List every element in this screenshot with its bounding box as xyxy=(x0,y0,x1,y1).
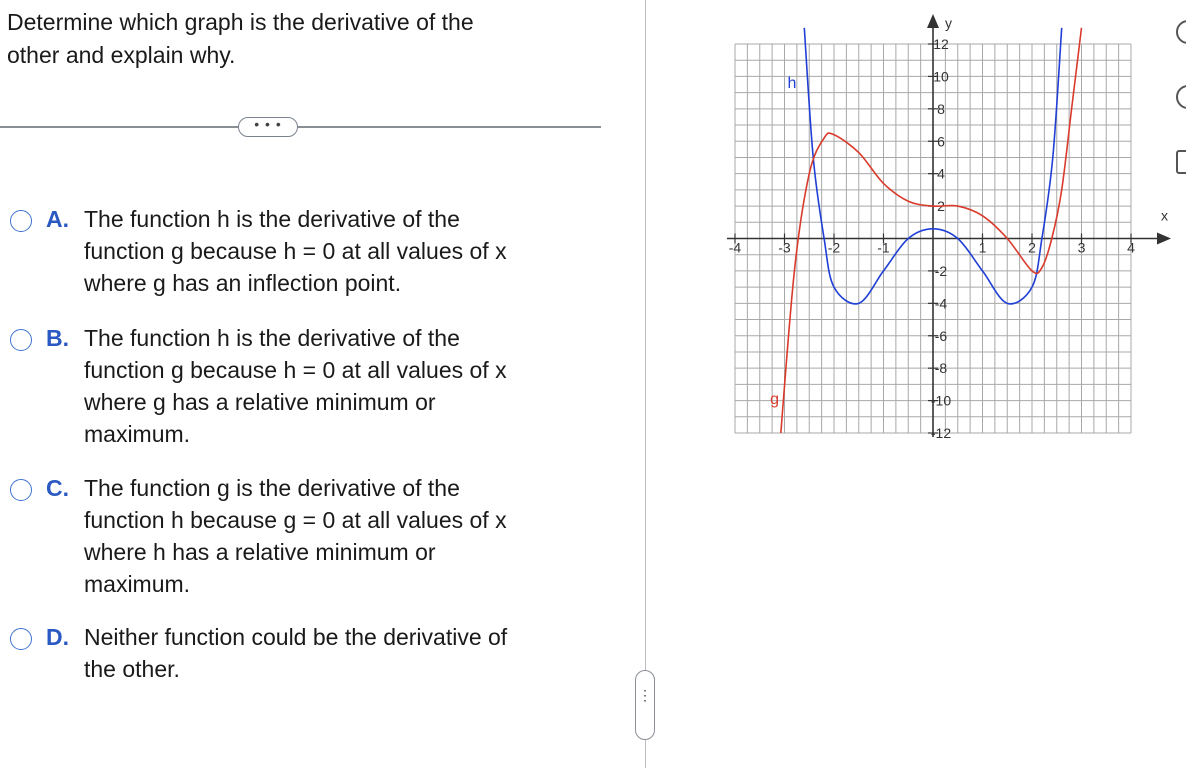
side-control-bottom[interactable] xyxy=(1176,150,1186,174)
x-tick-label: -3 xyxy=(778,239,791,256)
question-line: Determine which graph is the derivative of the xyxy=(7,9,474,35)
option-line: function h because g = 0 at all values of x xyxy=(84,507,507,533)
option-a[interactable] xyxy=(10,203,600,299)
option-letter: D. xyxy=(46,624,69,650)
more-options-button[interactable]: • • • xyxy=(238,117,298,137)
x-tick-label: 1 xyxy=(978,239,987,256)
y-tick-label: -6 xyxy=(934,327,948,344)
option-a-radio[interactable] xyxy=(10,210,32,232)
option-line: maximum. xyxy=(84,571,191,597)
y-tick-label: 10 xyxy=(933,68,949,85)
option-d[interactable] xyxy=(10,621,600,685)
y-tick-label: -12 xyxy=(930,425,952,440)
option-text xyxy=(84,472,574,600)
y-tick-label: -10 xyxy=(930,392,952,409)
curve-g xyxy=(780,28,1082,440)
option-c-radio[interactable] xyxy=(10,479,32,501)
y-tick-label: 4 xyxy=(937,165,945,182)
option-line: The function h is the derivative of the xyxy=(84,206,460,232)
option-line: where g has a relative minimum or xyxy=(84,389,436,415)
option-line: function g because h = 0 at all values of x xyxy=(84,357,507,383)
x-tick-label: -2 xyxy=(827,239,841,256)
x-axis-arrow xyxy=(1157,233,1171,245)
option-line: The function g is the derivative of the xyxy=(84,475,460,501)
x-tick-label: -4 xyxy=(728,239,742,256)
y-axis-label: y xyxy=(945,15,952,31)
x-tick-label: 4 xyxy=(1127,239,1135,256)
option-line: Neither function could be the derivative of xyxy=(84,624,508,650)
x-tick-label: 3 xyxy=(1077,239,1086,256)
option-d-radio[interactable] xyxy=(10,628,32,650)
y-tick-label: 8 xyxy=(937,100,945,117)
x-tick-label: -1 xyxy=(877,239,890,256)
option-letter: B. xyxy=(46,325,69,351)
graph-curves xyxy=(780,28,1082,440)
option-text xyxy=(84,621,574,685)
series-label-g: g xyxy=(770,390,780,408)
option-letter: A. xyxy=(46,206,69,232)
option-line: where g has an inflection point. xyxy=(84,270,402,296)
option-line: where h has a relative minimum or xyxy=(84,539,436,565)
question-line: other and explain why. xyxy=(7,42,236,68)
y-tick-label: -2 xyxy=(934,262,948,279)
function-graph xyxy=(710,10,1180,440)
section-divider xyxy=(0,126,601,128)
option-letter: C. xyxy=(46,475,69,501)
option-b-radio[interactable] xyxy=(10,329,32,351)
y-tick-label: 12 xyxy=(933,36,949,52)
option-line: function g because h = 0 at all values of x xyxy=(84,238,507,264)
y-tick-label: -8 xyxy=(934,360,948,377)
y-tick-label: -4 xyxy=(934,295,948,312)
option-c[interactable] xyxy=(10,472,600,600)
option-text xyxy=(84,203,574,299)
option-b[interactable] xyxy=(10,322,600,450)
y-tick-label: 6 xyxy=(937,133,945,150)
y-axis-arrow xyxy=(927,14,939,28)
option-text xyxy=(84,322,574,450)
series-label-h: h xyxy=(787,74,797,92)
x-axis-label: x xyxy=(1161,207,1168,224)
option-line: maximum. xyxy=(84,421,191,447)
y-tick-label: 2 xyxy=(937,198,945,215)
option-line: The function h is the derivative of the xyxy=(84,325,460,351)
splitter-handle[interactable]: ⋮ xyxy=(635,670,655,740)
pane-splitter xyxy=(645,0,646,768)
option-line: the other. xyxy=(84,656,180,682)
x-tick-label: 2 xyxy=(1028,239,1036,256)
